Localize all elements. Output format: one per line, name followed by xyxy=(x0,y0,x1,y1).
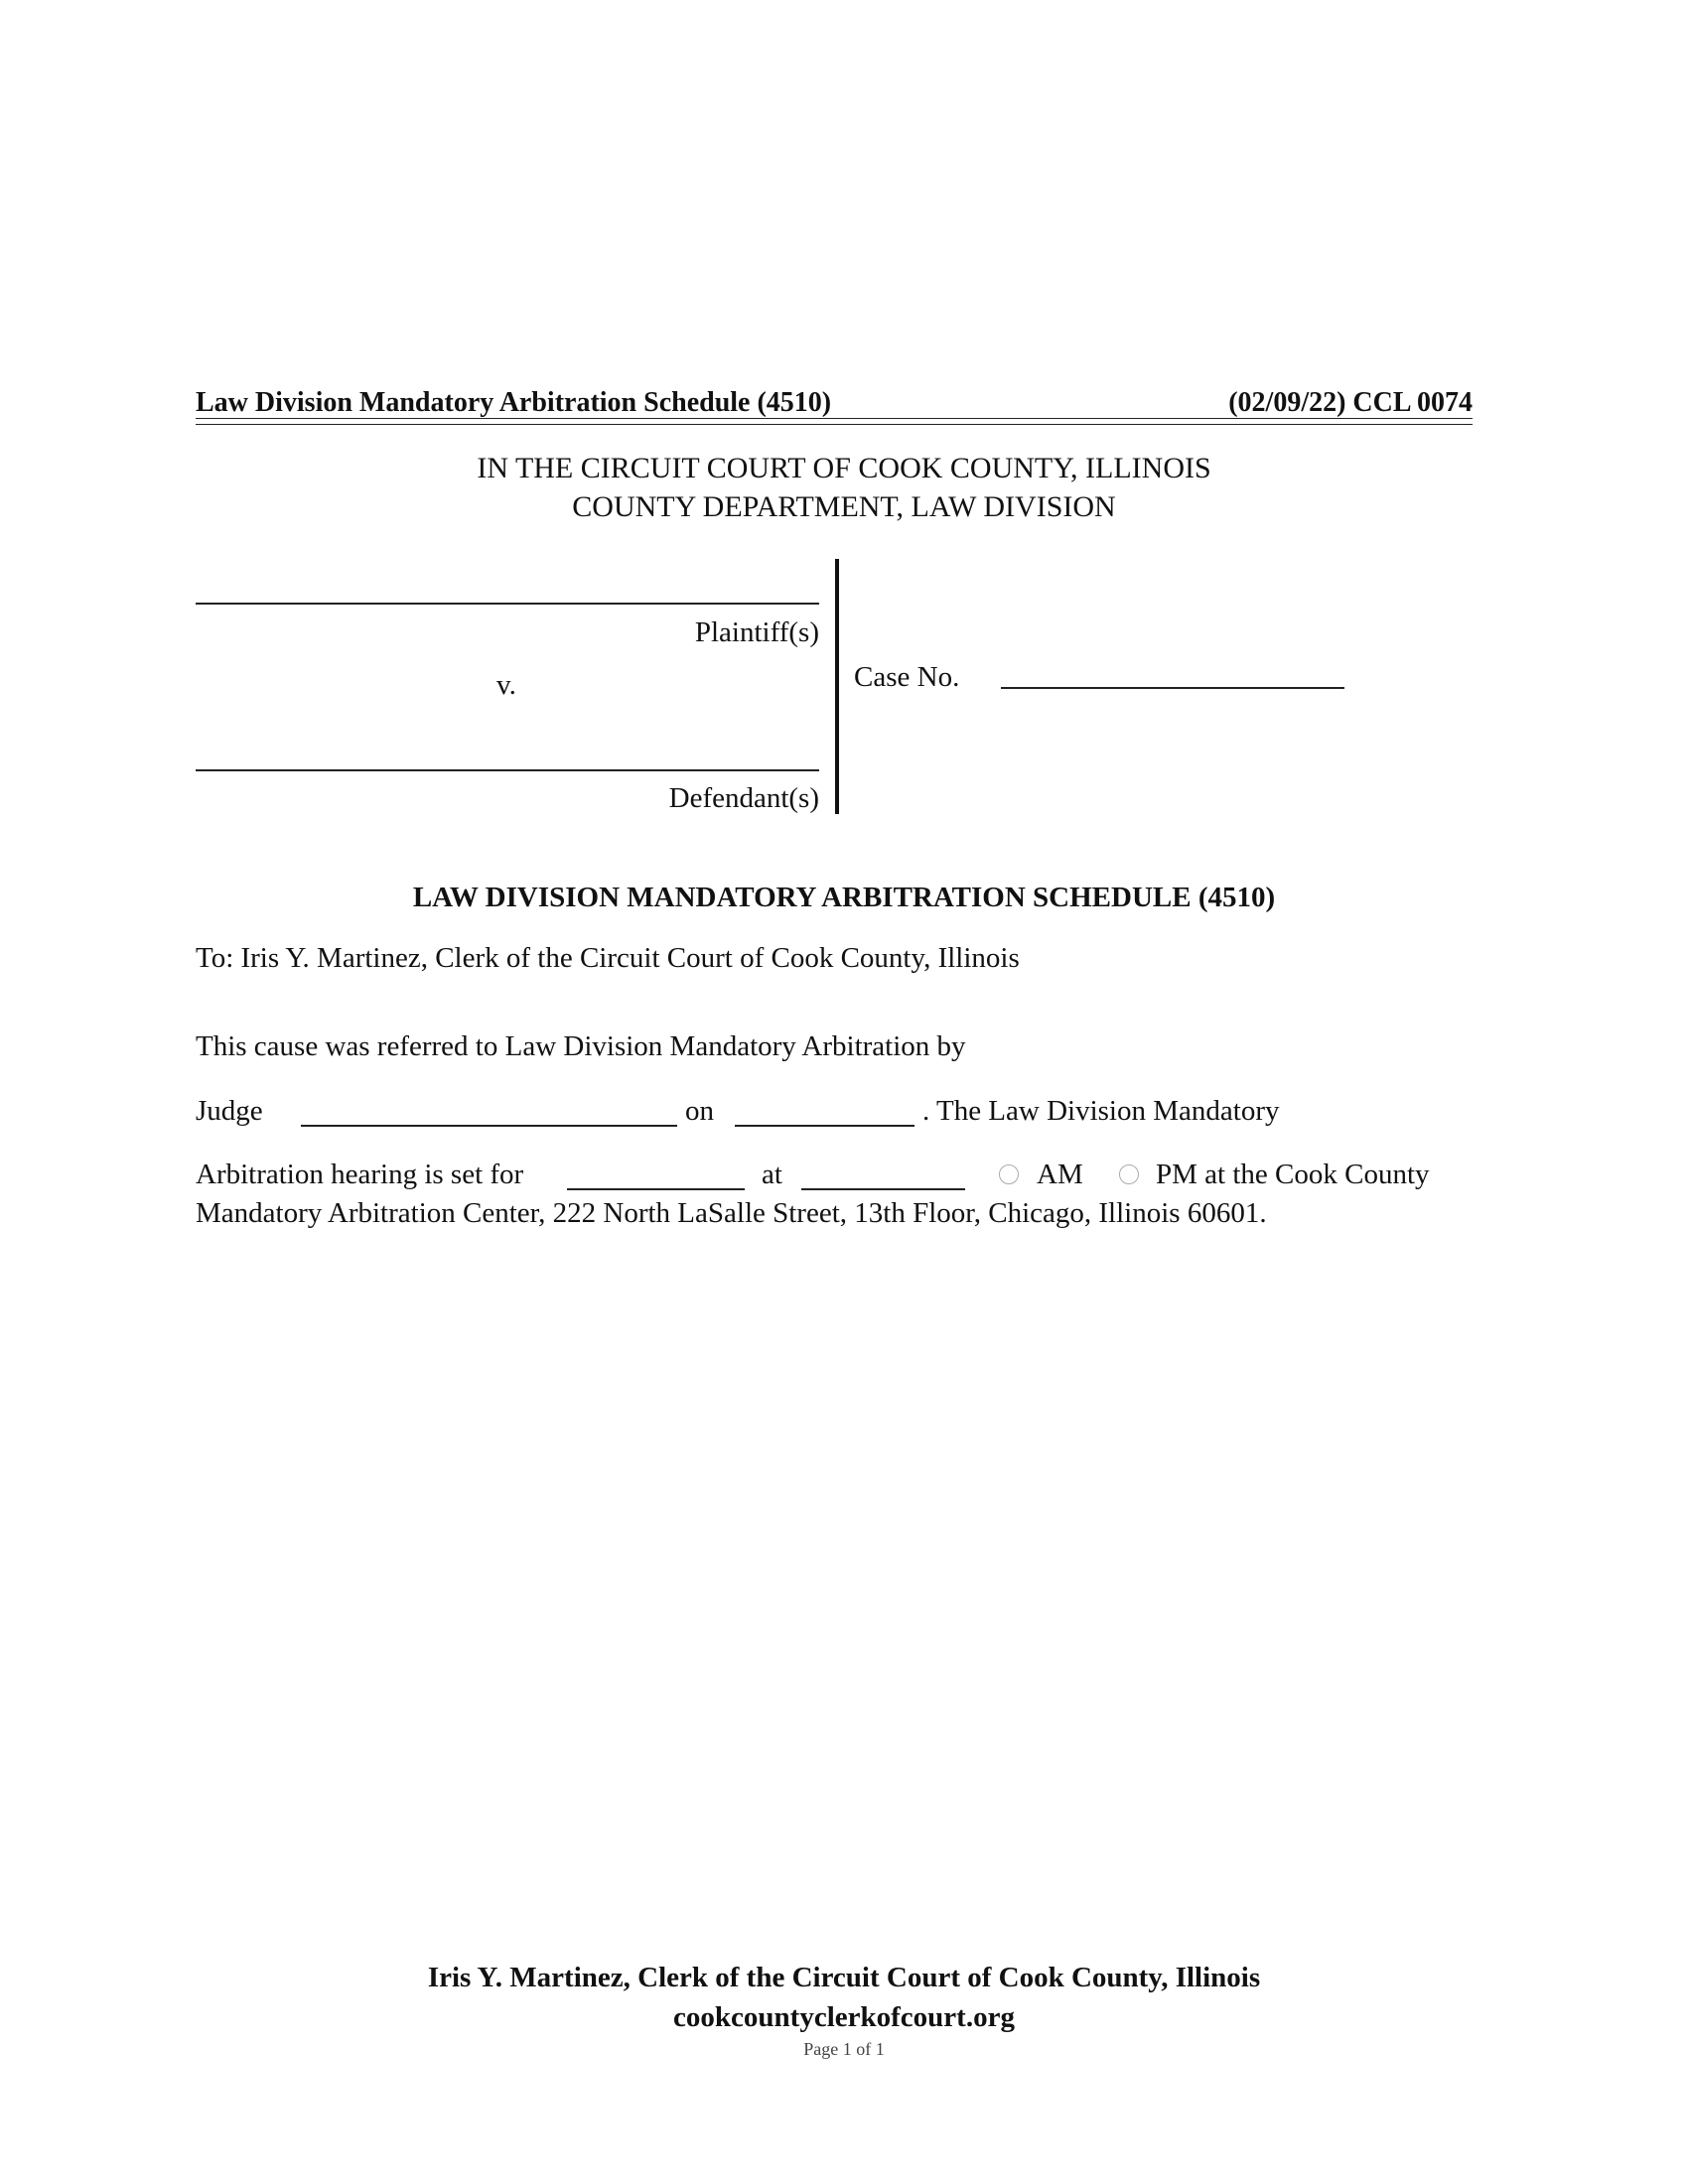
judge-field[interactable] xyxy=(301,1125,677,1127)
form-code: (02/09/22) CCL 0074 xyxy=(1228,387,1473,418)
pm-radio[interactable] xyxy=(1119,1164,1139,1184)
court-line-2: COUNTY DEPARTMENT, LAW DIVISION xyxy=(572,490,1116,523)
am-radio[interactable] xyxy=(999,1164,1019,1184)
plaintiff-field[interactable] xyxy=(196,603,819,605)
page-number: Page 1 of 1 xyxy=(803,2039,885,2059)
pm-label: PM at the Cook County xyxy=(1156,1159,1430,1190)
judge-label: Judge xyxy=(196,1095,263,1127)
defendant-label: Defendant(s) xyxy=(668,782,819,814)
hearing-time-field[interactable] xyxy=(801,1188,965,1190)
intro-text: This cause was referred to Law Division Mandatory Arbitration by xyxy=(196,1030,966,1062)
header-rule-top xyxy=(196,418,1473,419)
to-line: To: Iris Y. Martinez, Clerk of the Circuit Court of Cook County, Illinois xyxy=(196,942,1020,974)
caption-divider xyxy=(835,559,839,814)
court-line-1: IN THE CIRCUIT COURT OF COOK COUNTY, ILLINOIS xyxy=(477,452,1211,484)
address-text: Mandatory Arbitration Center, 222 North LaSalle Street, 13th Floor, Chicago, Illinois 60601. xyxy=(196,1197,1267,1229)
hearing-label: Arbitration hearing is set for xyxy=(196,1159,524,1190)
plaintiff-label: Plaintiff(s) xyxy=(694,616,819,648)
continuation-text: . The Law Division Mandatory xyxy=(922,1095,1280,1127)
hearing-date-field[interactable] xyxy=(567,1188,745,1190)
form-title: LAW DIVISION MANDATORY ARBITRATION SCHEDULE (4510) xyxy=(412,882,1276,913)
versus-label: v. xyxy=(496,669,516,701)
footer-website: cookcountyclerkofcourt.org xyxy=(673,2001,1015,2033)
at-label: at xyxy=(762,1159,782,1190)
footer-clerk: Iris Y. Martinez, Clerk of the Circuit Court of Cook County, Illinois xyxy=(427,1962,1261,1993)
case-no-label: Case No. xyxy=(854,661,960,693)
case-no-field[interactable] xyxy=(1001,687,1344,689)
header-rule-bottom xyxy=(196,424,1473,425)
referral-date-field[interactable] xyxy=(735,1125,914,1127)
defendant-field[interactable] xyxy=(196,769,819,771)
on-label: on xyxy=(685,1095,714,1127)
am-label: AM xyxy=(1037,1159,1083,1190)
header-title: Law Division Mandatory Arbitration Schedule (4510) xyxy=(196,387,832,418)
